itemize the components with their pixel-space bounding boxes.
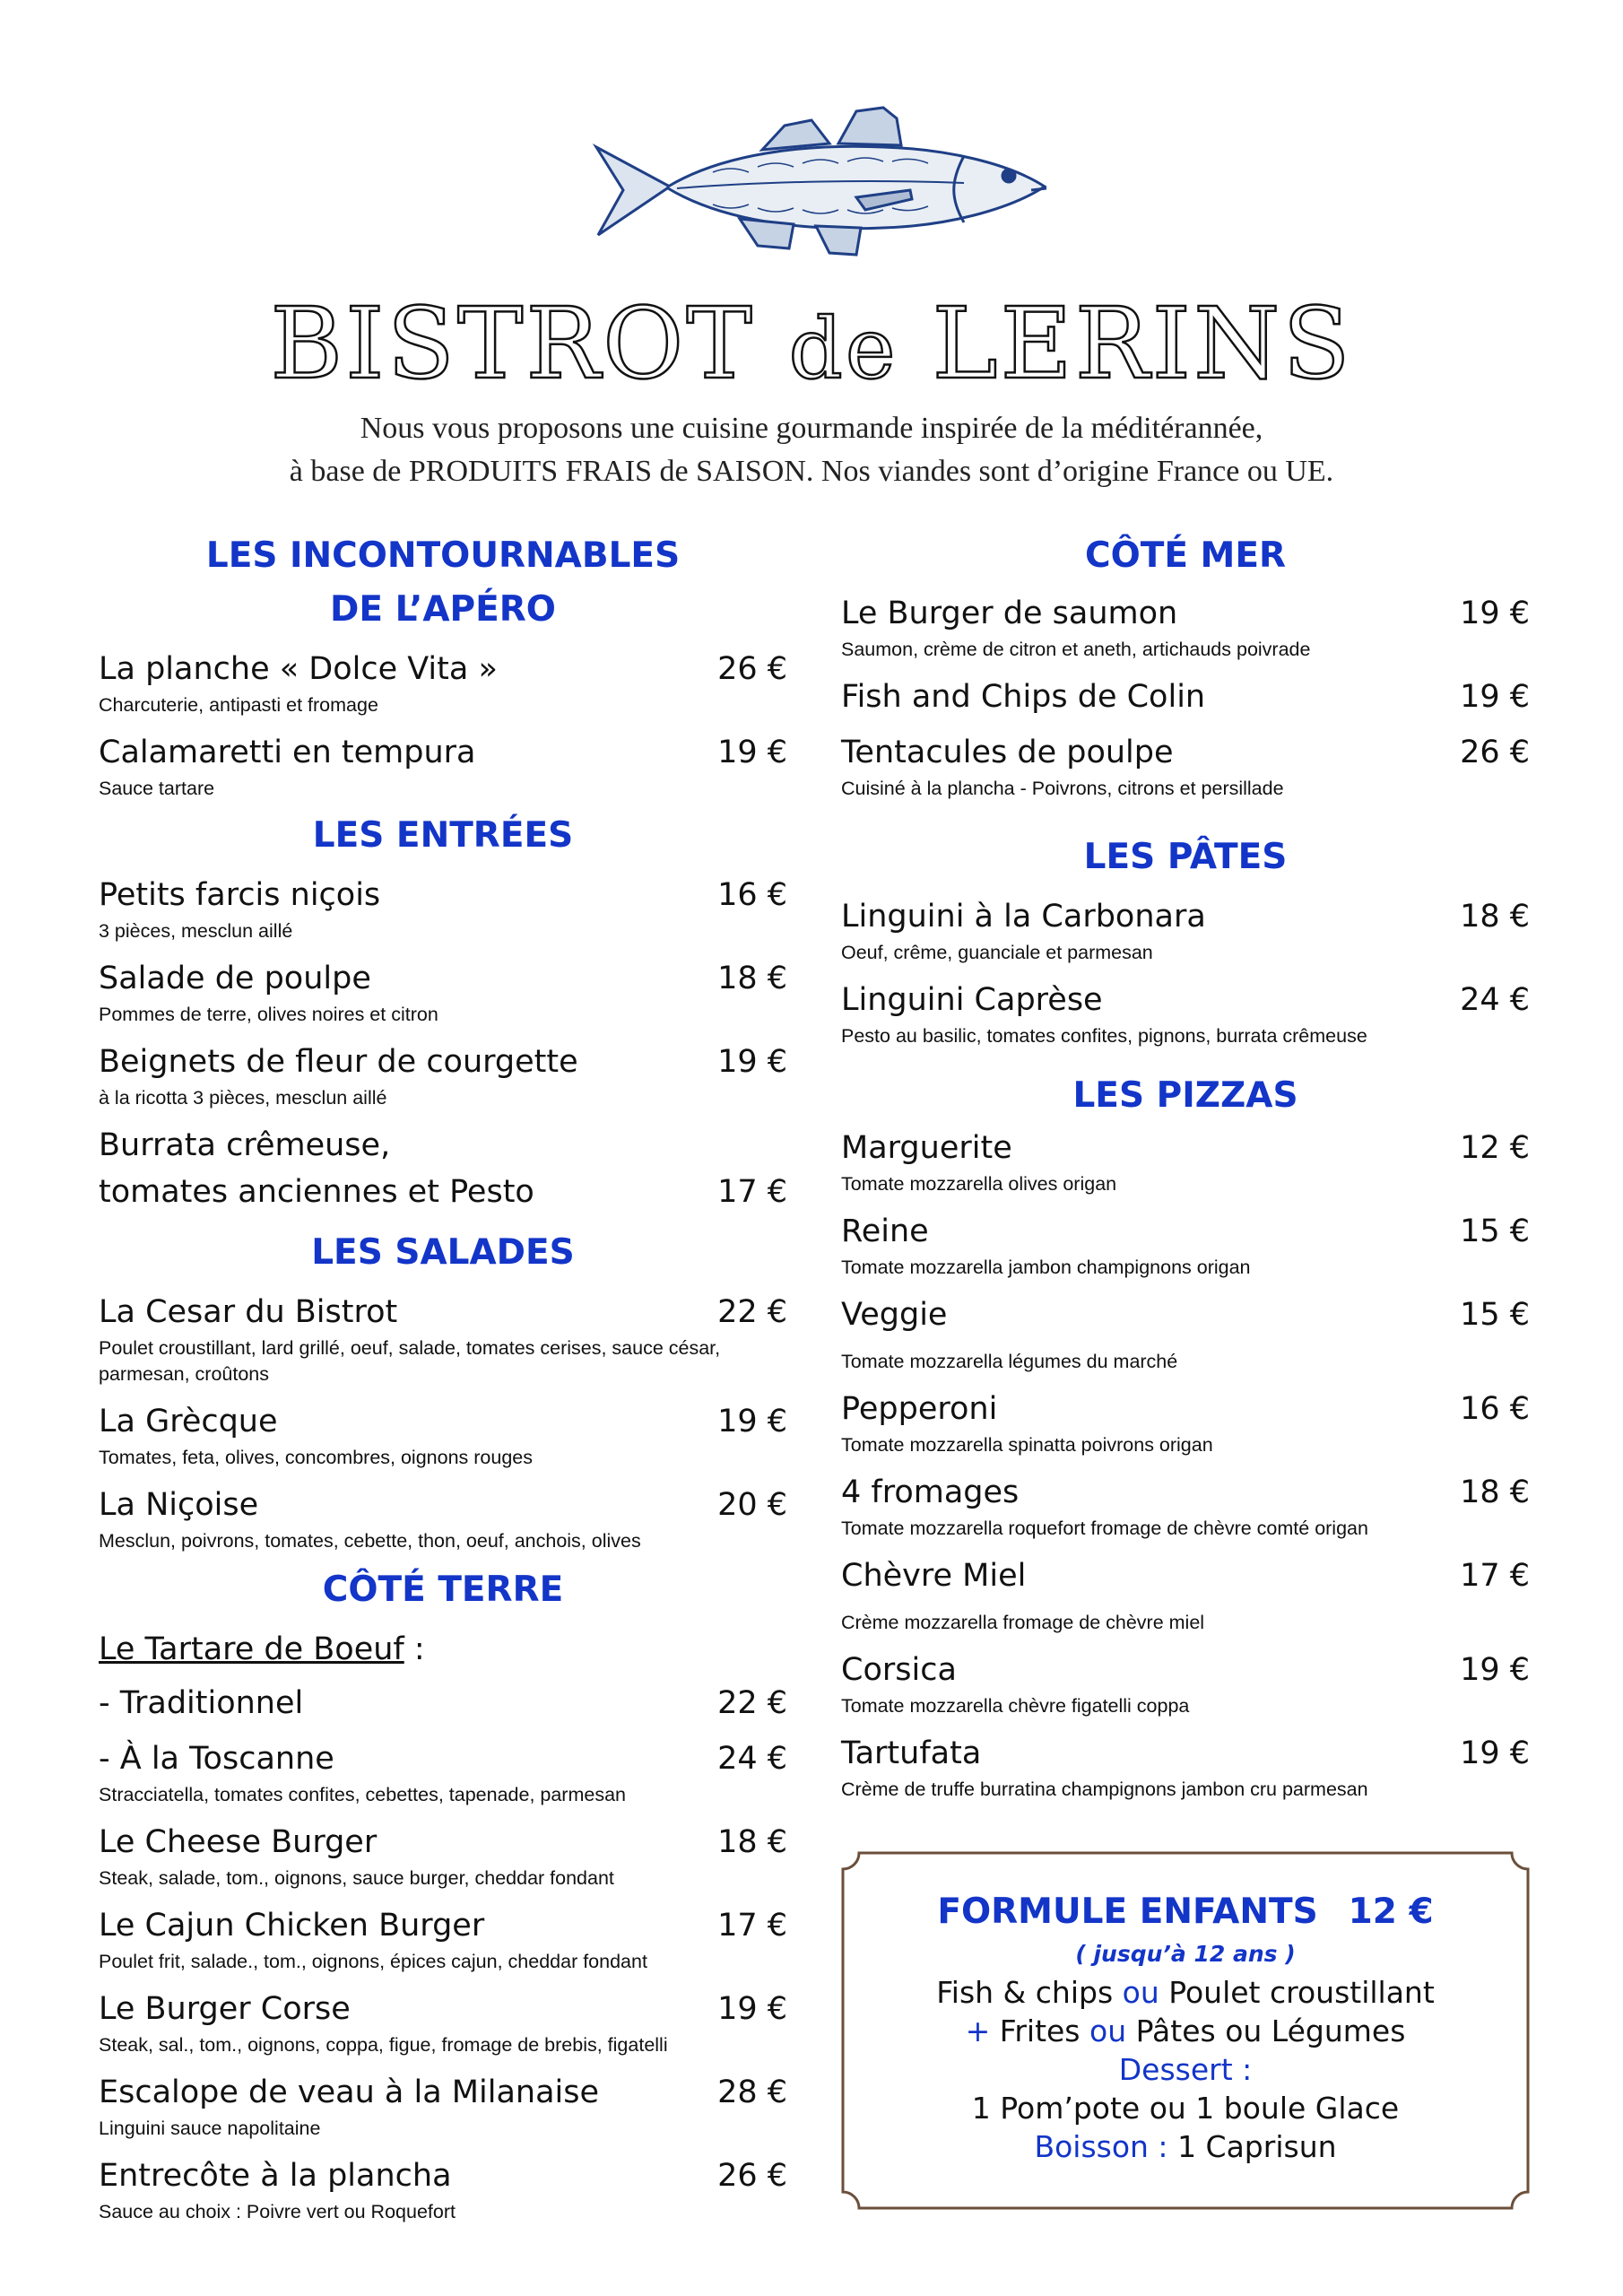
menu-item [841,1552,1530,1636]
item-description: Tomates, feta, olives, concombres, oignons rouges [99,1447,534,1468]
title-end: LERINS [932,286,1353,401]
kids-menu-content [839,1889,1532,2166]
menu-item [841,893,1530,966]
item-name: Linguini à la Carbonara [841,899,1206,935]
item-description: Charcuterie, antipasti et fromage [99,694,378,716]
kids-option-pates: Pâtes ou Légumes [1135,2013,1406,2048]
heading-apero-line-2: DE L’APÉRO [330,589,556,630]
item-name: Escalope de veau à la Milanaise [99,2074,600,2110]
section-heading-pates: LES PÂTES [1083,837,1288,877]
item-price: 19 € [717,1991,787,2027]
item-price: 15 € [1460,1297,1530,1333]
section-heading-apero [99,529,787,637]
intro-line-1-text: Nous vous proposons une cuisine gourmande inspirée de la méditéranné [360,412,1242,445]
kids-menu-line-2 [839,2012,1532,2050]
item-price: 18 € [717,961,787,996]
kids-menu-age: ( jusqu’à 12 ans ) [1075,1941,1296,1967]
item-name: Entrecôte à la plancha [99,2158,452,2194]
kids-menu-title-text: FORMULE ENFANTS [937,1892,1318,1932]
menu-item [841,1292,1530,1375]
menu-item [841,674,1530,720]
item-name: Petits farcis niçois [99,877,381,913]
item-description: Steak, salade, tom., oignons, sauce burger, cheddar fondant [99,1867,614,1889]
item-price: 18 € [1460,899,1530,935]
menu-item [99,1122,787,1215]
kids-or-1: ou [1122,1975,1159,2010]
item-name: Le Cajun Chicken Burger [99,1908,485,1944]
item-name-multiline [99,1122,534,1215]
item-price: 19 € [1460,1652,1530,1688]
menu-item [841,1125,1530,1197]
menu-item [841,1647,1530,1719]
item-description: Sauce au choix : Poivre vert ou Roquefort [99,2201,456,2222]
kids-option-chicken: Poulet croustillant [1168,1975,1435,2010]
menu-item [841,1469,1530,1542]
item-description: Stracciatella, tomates confites, cebettes, tapenade, parmesan [99,1784,626,1805]
item-description: Tomate mozzarella spinatta poivrons origan [841,1434,1213,1456]
left-column [99,529,787,2225]
item-price: 26 € [1460,735,1530,770]
menu-item [99,955,787,1028]
item-name: Corsica [841,1652,957,1688]
intro-line-2: à base de PRODUITS FRAIS de SAISON. Nos viandes sont d’origine France ou UE. [289,455,1334,488]
section-heading-mer: CÔTÉ MER [1084,535,1287,576]
kids-option-frites: Frites [999,2013,1081,2048]
item-name: Marguerite [841,1130,1012,1166]
section-heading-pizzas: LES PIZZAS [1072,1075,1298,1116]
kids-dessert: 1 Pom’pote ou 1 boule Glace [971,2091,1400,2126]
menu-item [99,2152,787,2225]
item-name: Salade de poulpe [99,961,371,996]
menu-item [99,1735,787,1808]
item-name: Fish and Chips de Colin [841,679,1206,715]
item-description: Linguini sauce napolitaine [99,2118,321,2139]
item-price: 15 € [1460,1213,1530,1249]
item-name: La Niçoise [99,1487,259,1523]
title-small: de [788,300,898,398]
item-name: - Traditionnel [99,1685,304,1721]
item-price: 22 € [717,1685,787,1721]
item-description: Tomate mozzarella chèvre figatelli coppa [841,1695,1190,1717]
item-price: 22 € [717,1294,787,1330]
kids-boisson: 1 Caprisun [1177,2129,1337,2164]
menu-item [99,1482,787,1554]
title-main: BISTROT [270,286,755,401]
menu-item [841,977,1530,1049]
item-price: 17 € [1460,1558,1530,1594]
heading-apero-line-1: LES INCONTOURNABLES [205,535,681,576]
menu-item [99,2069,787,2142]
item-price: 17 € [717,1174,787,1210]
item-description: Cuisiné à la plancha - Poivrons, citrons et persillade [841,778,1284,799]
item-price: 19 € [1460,679,1530,715]
menu-item [99,646,787,718]
menu-item [99,1289,787,1387]
item-description: Crème mozzarella fromage de chèvre miel [841,1612,1205,1633]
item-price: 26 € [717,2158,787,2194]
menu-item [99,729,787,802]
kids-or-2: ou [1089,2013,1127,2048]
item-price: 16 € [717,877,787,913]
menu-item [99,1398,787,1471]
item-name: Calamaretti en tempura [99,735,476,770]
item-description: Sauce tartare [99,778,215,799]
item-price: 28 € [717,2074,787,2110]
item-price: 17 € [717,1908,787,1944]
item-name: Reine [841,1213,929,1249]
item-name: Pepperoni [841,1391,998,1427]
section-heading-salades: LES SALADES [311,1232,575,1273]
item-price: 19 € [717,735,787,770]
item-name-line-1: Burrata crêmeuse, [99,1127,391,1163]
intro-text [0,407,1623,493]
kids-option-fish: Fish & chips [936,1975,1114,2010]
item-price: 12 € [1460,1130,1530,1166]
menu-item [99,1039,787,1111]
item-name: - À la Toscanne [99,1741,334,1777]
item-price: 20 € [717,1487,787,1523]
tartare-label [99,1626,787,1673]
item-name: La Cesar du Bistrot [99,1294,398,1330]
item-name: Le Burger de saumon [841,596,1178,631]
menu-item [841,1208,1530,1281]
intro-line-1 [0,407,1623,450]
menu-item [99,1680,787,1726]
item-description: Pesto au basilic, tomates confites, pignons, burrata crêmeuse [841,1025,1367,1047]
item-price: 24 € [1460,982,1530,1018]
item-description: Poulet croustillant, lard grillé, oeuf, salade, tomates cerises, sauce césar, parmesan, croûtons [99,1337,721,1385]
kids-menu-line-1 [839,1973,1532,2012]
item-description: Tomate mozzarella légumes du marché [841,1351,1178,1372]
kids-boisson-line [839,2127,1532,2166]
kids-menu-box [839,1849,1532,2212]
item-description: 3 pièces, mesclun aillé [99,920,293,942]
menu-item [99,872,787,944]
item-description: Saumon, crème de citron et aneth, artichauds poivrade [841,639,1311,660]
item-description: à la ricotta 3 pièces, mesclun aillé [99,1087,387,1109]
menu-item [841,729,1530,802]
item-name: Tartufata [841,1735,982,1771]
tartare-label-text [99,1626,425,1673]
item-description: Tomate mozzarella olives origan [841,1173,1117,1195]
item-description: Oeuf, crême, guanciale et parmesan [841,942,1153,963]
item-name: Linguini Caprèse [841,982,1103,1018]
item-description: Tomate mozzarella jambon champignons origan [841,1257,1251,1278]
item-description: Steak, sal., tom., oignons, coppa, figue, fromage de brebis, figatelli [99,2034,668,2056]
intro-line-1-end: e, [1241,412,1263,445]
item-price: 18 € [717,1824,787,1860]
item-name: La Grècque [99,1404,278,1439]
menu-item [99,1819,787,1892]
item-name: Tentacules de poulpe [841,735,1174,770]
item-price: 24 € [717,1741,787,1777]
item-description: Tomate mozzarella roquefort fromage de chèvre comté origan [841,1518,1368,1539]
section-heading-entrees: LES ENTRÉES [312,815,574,856]
item-description: Poulet frit, salade., tom., oignons, épices cajun, cheddar fondant [99,1951,647,1972]
item-price: 19 € [1460,1735,1530,1771]
item-name-line-2: tomates anciennes et Pesto [99,1174,534,1210]
kids-plus: + [965,2013,991,2048]
fish-illustration [587,100,1054,280]
item-price: 19 € [717,1404,787,1439]
item-name: Chèvre Miel [841,1558,1027,1594]
restaurant-title [0,285,1623,408]
item-description: Crème de truffe burratina champignons jambon cru parmesan [841,1779,1368,1800]
tartare-label-colon: : [404,1631,425,1667]
item-price: 19 € [1460,596,1530,631]
menu-item [841,590,1530,663]
item-price: 19 € [717,1044,787,1080]
menu-item [841,1386,1530,1458]
menu-item [841,1730,1530,1803]
item-name: 4 fromages [841,1474,1020,1510]
item-description: Pommes de terre, olives noires et citron [99,1004,438,1025]
item-name: La planche « Dolce Vita » [99,651,498,687]
kids-boisson-label: Boisson : [1034,2129,1168,2164]
item-price: 18 € [1460,1474,1530,1510]
item-name: Beignets de fleur de courgette [99,1044,578,1080]
item-price: 26 € [717,651,787,687]
section-heading-terre: CÔTÉ TERRE [322,1570,564,1610]
tartare-label-underlined: Le Tartare de Boeuf [99,1631,404,1667]
item-price: 16 € [1460,1391,1530,1427]
right-column [841,529,1530,1803]
item-name: Veggie [841,1297,948,1333]
item-name: Le Burger Corse [99,1991,351,2027]
menu-item [99,1902,787,1975]
item-description: Mesclun, poivrons, tomates, cebette, thon, oeuf, anchois, olives [99,1530,641,1552]
menu-item [99,1986,787,2058]
kids-menu-title [839,1889,1532,1935]
kids-menu-price: 12 € [1348,1892,1434,1932]
kids-dessert-label: Dessert : [1118,2052,1253,2087]
item-name: Le Cheese Burger [99,1824,378,1860]
